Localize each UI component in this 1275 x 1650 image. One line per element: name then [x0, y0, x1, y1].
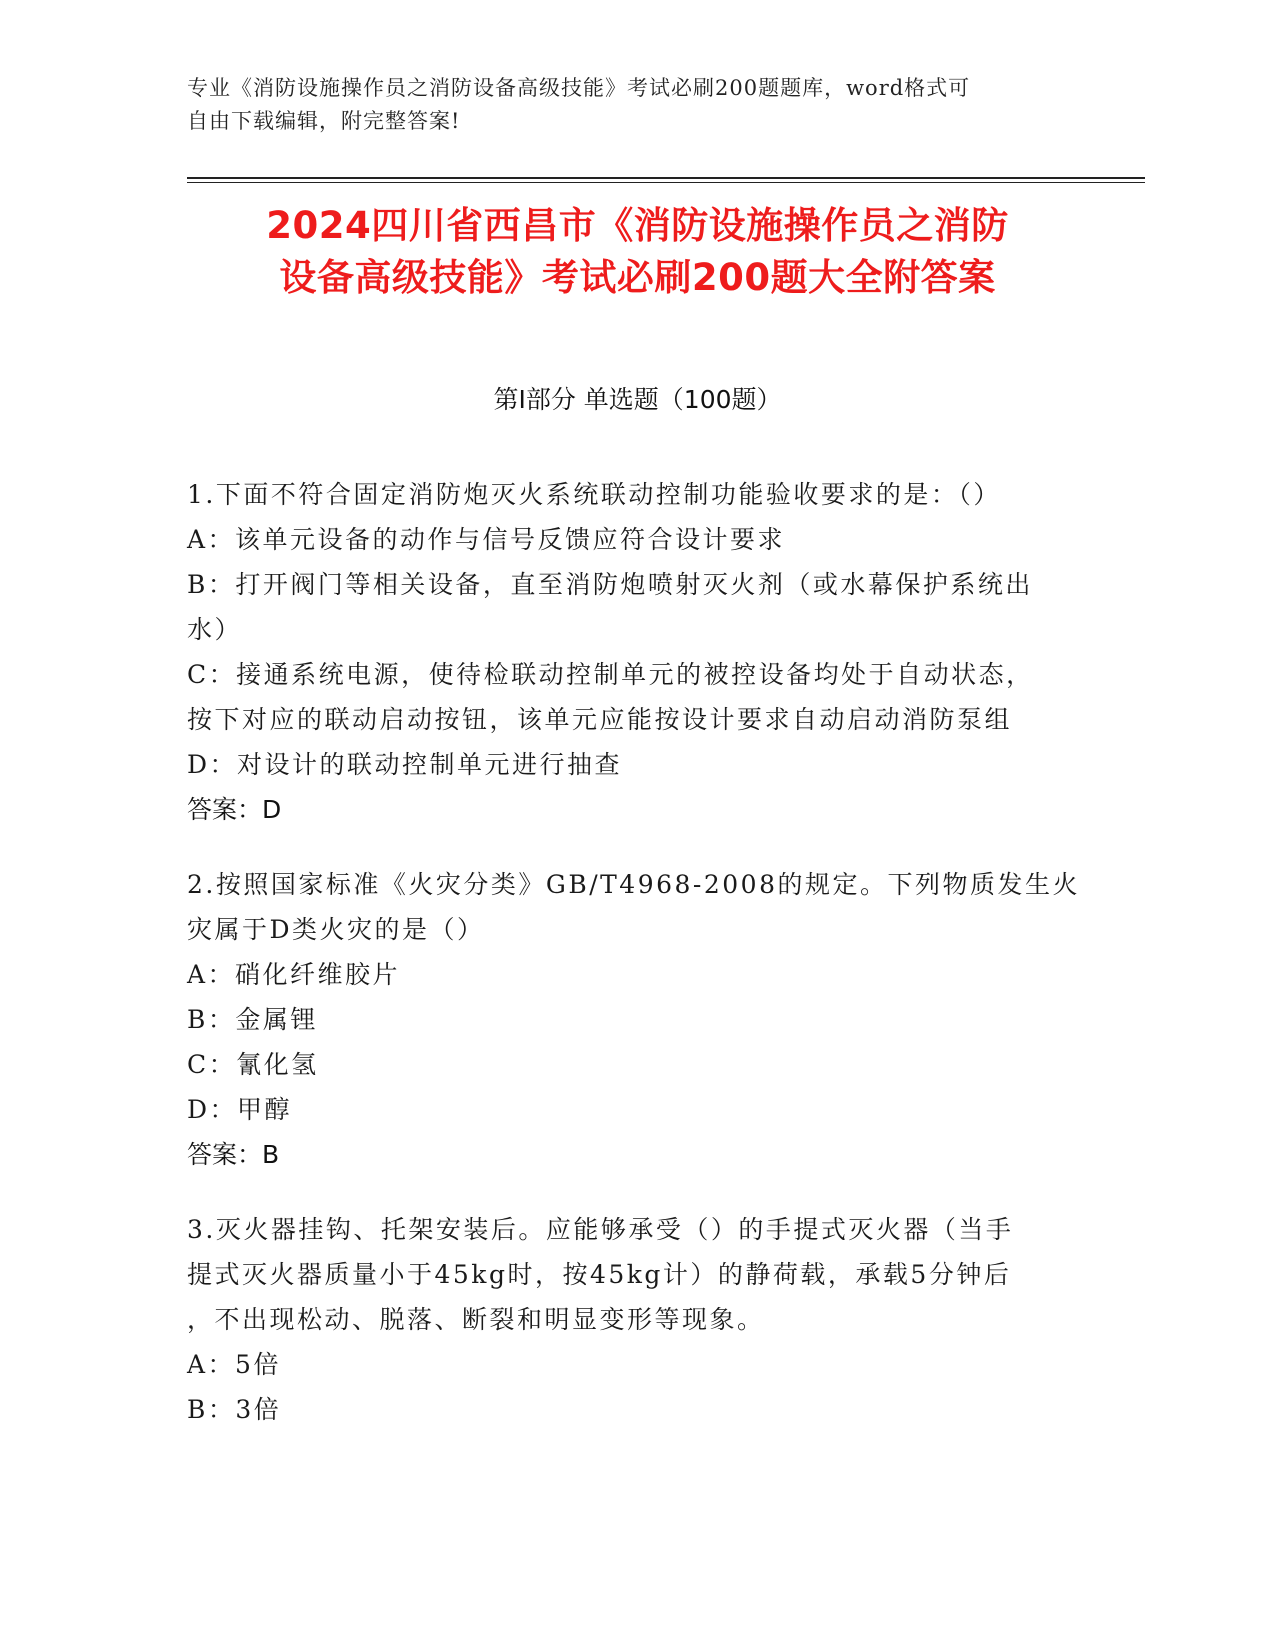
question-1	[187, 472, 1087, 832]
question-stem-line: 2.按照国家标准《火灾分类》GB/T4968-2008的规定。下列物质发生火	[187, 870, 1080, 899]
option-line: A：5倍	[187, 1350, 281, 1379]
option-line: C：氰化氢	[187, 1050, 319, 1079]
section-title: 第I部分 单选题（100题）	[493, 385, 782, 414]
option-line: D：对设计的联动控制单元进行抽查	[187, 750, 623, 779]
question-list	[187, 472, 1087, 1462]
option-line: B：打开阀门等相关设备，直至消防炮喷射灭火剂（或水幕保护系统出	[187, 570, 1033, 599]
header-divider-thick	[187, 177, 1145, 179]
question-stem-line: ，不出现松动、脱落、断裂和明显变形等现象。	[187, 1305, 765, 1334]
document-title-line-2: 设备高级技能》考试必刷200题大全附答案	[279, 256, 996, 299]
option-line: A：该单元设备的动作与信号反馈应符合设计要求	[187, 525, 786, 554]
document-title	[140, 200, 1135, 304]
header-note	[187, 72, 1087, 138]
question-stem-line: 提式灭火器质量小于45kg时，按45kg计）的静荷载，承载5分钟后	[187, 1260, 1012, 1289]
option-line: D：甲醇	[187, 1095, 293, 1124]
document-title-line-1: 2024四川省西昌市《消防设施操作员之消防	[266, 204, 1009, 247]
option-line: B：3倍	[187, 1395, 282, 1424]
answer-line: 答案：D	[187, 795, 282, 824]
option-line: 按下对应的联动启动按钮，该单元应能按设计要求自动启动消防泵组	[187, 705, 1013, 734]
question-3	[187, 1207, 1087, 1432]
option-line: B：金属锂	[187, 1005, 318, 1034]
question-stem-line: 灾属于D类火灾的是（）	[187, 915, 485, 944]
option-line: 水）	[187, 615, 243, 644]
question-stem-line: 3.灭火器挂钩、托架安装后。应能够承受（）的手提式灭火器（当手	[187, 1215, 1014, 1244]
answer-line: 答案：B	[187, 1140, 280, 1169]
question-stem-line: 1.下面不符合固定消防炮灭火系统联动控制功能验收要求的是：（）	[187, 480, 1001, 509]
header-note-line-2: 自由下载编辑，附完整答案!	[187, 109, 461, 133]
header-divider-thin	[187, 182, 1145, 183]
option-line: A：硝化纤维胶片	[187, 960, 401, 989]
question-2	[187, 862, 1087, 1177]
header-note-line-1: 专业《消防设施操作员之消防设备高级技能》考试必刷200题题库，word格式可	[187, 76, 971, 100]
option-line: C：接通系统电源，使待检联动控制单元的被控设备均处于自动状态，	[187, 660, 1034, 689]
